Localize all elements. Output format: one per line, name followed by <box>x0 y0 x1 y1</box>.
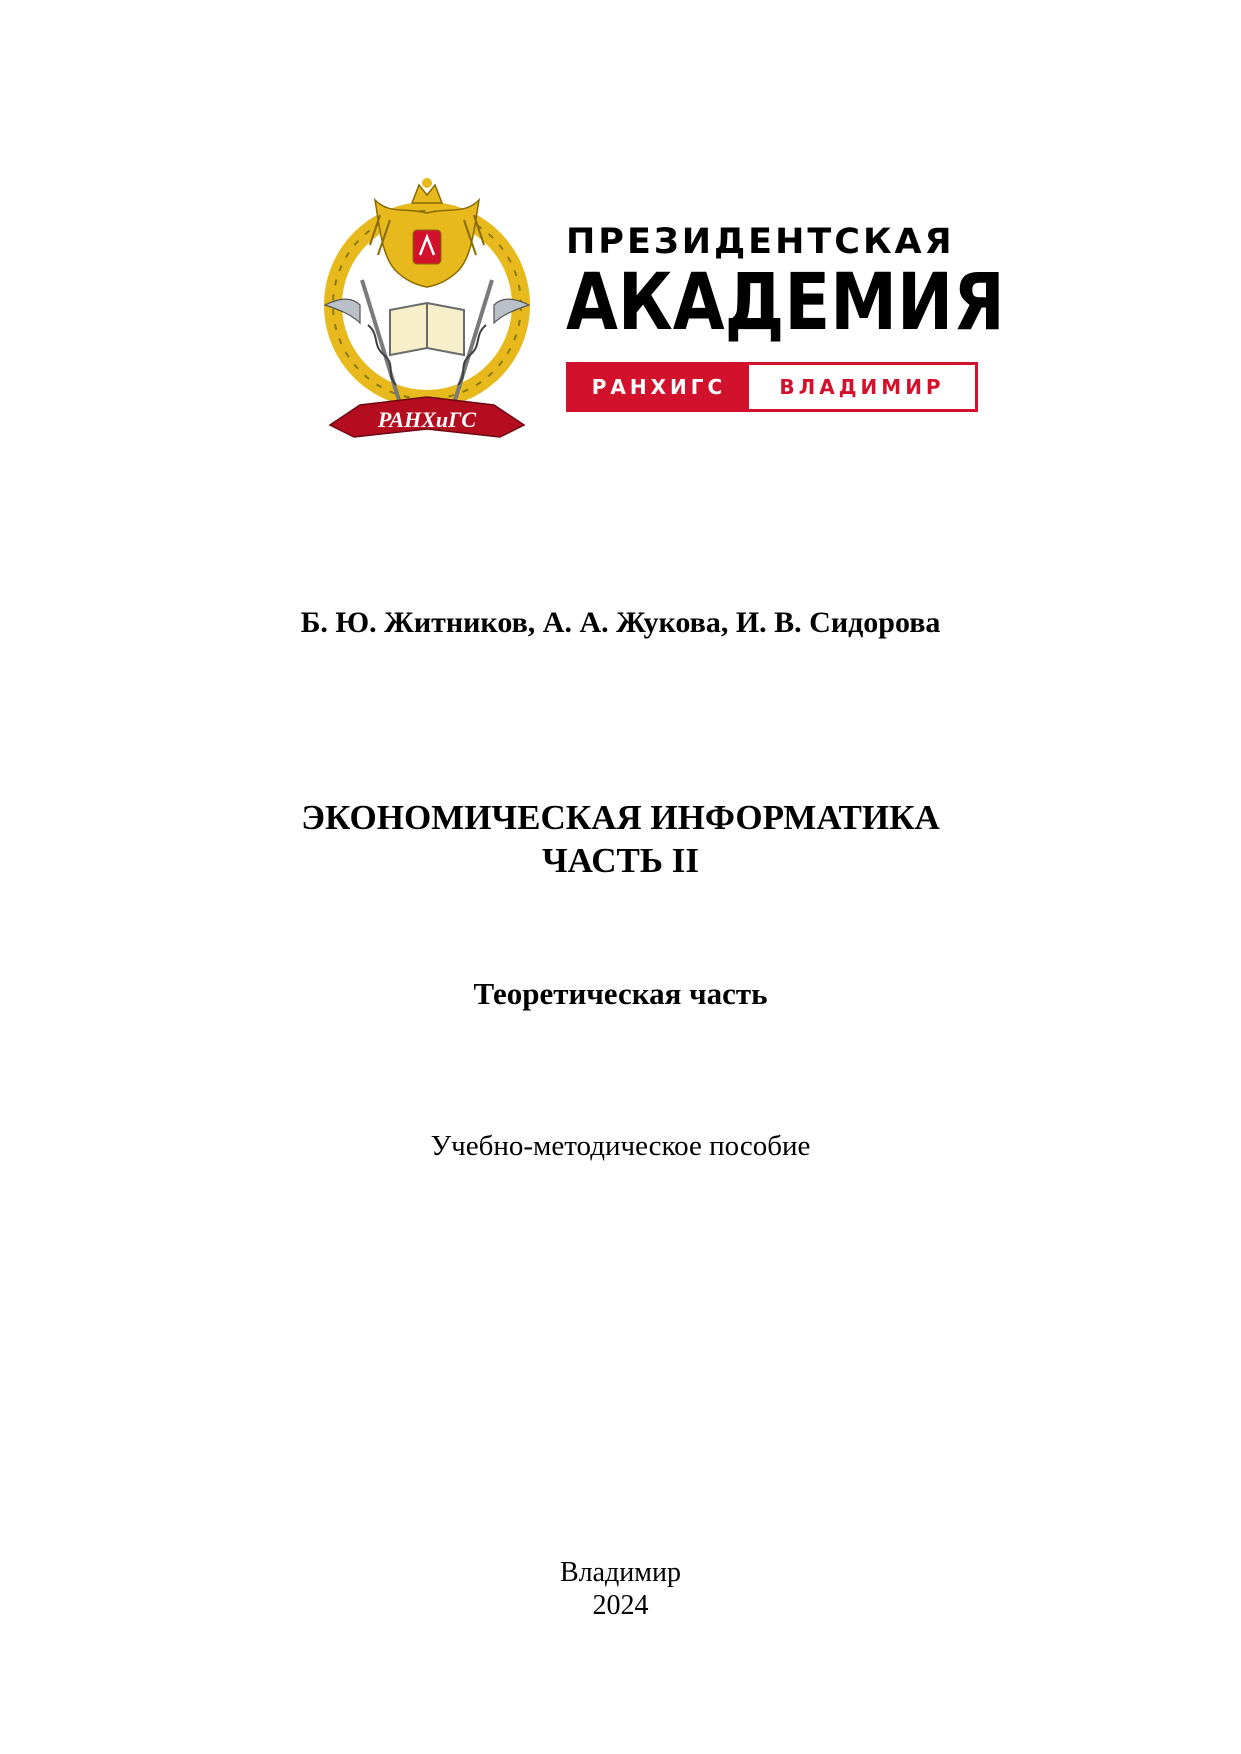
wordmark-line1: ПРЕЗИДЕНТСКАЯ <box>566 222 955 262</box>
document-type: Учебно-методическое пособие <box>430 1130 811 1162</box>
imprint-year: 2024 <box>592 1590 649 1621</box>
book-subtitle: Теоретическая часть <box>473 976 768 1011</box>
book-title-part: ЧАСТЬ II <box>542 841 699 880</box>
wordmark-line2: АКАДЕМИЯ <box>566 258 1005 348</box>
imprint-city: Владимир <box>559 1557 681 1588</box>
badge-ranepa: РАНХИГС <box>569 365 749 409</box>
wordmark-badge <box>566 362 978 412</box>
authors: Б. Ю. Житников, А. А. Жукова, И. В. Сидорова <box>300 606 941 639</box>
ranepa-emblem-icon <box>320 175 534 475</box>
book-title: ЭКОНОМИЧЕСКАЯ ИНФОРМАТИКА <box>301 798 940 837</box>
badge-city: ВЛАДИМИР <box>779 375 945 399</box>
academy-wordmark <box>566 222 1005 422</box>
ribbon-text: РАНХиГС <box>377 407 477 432</box>
